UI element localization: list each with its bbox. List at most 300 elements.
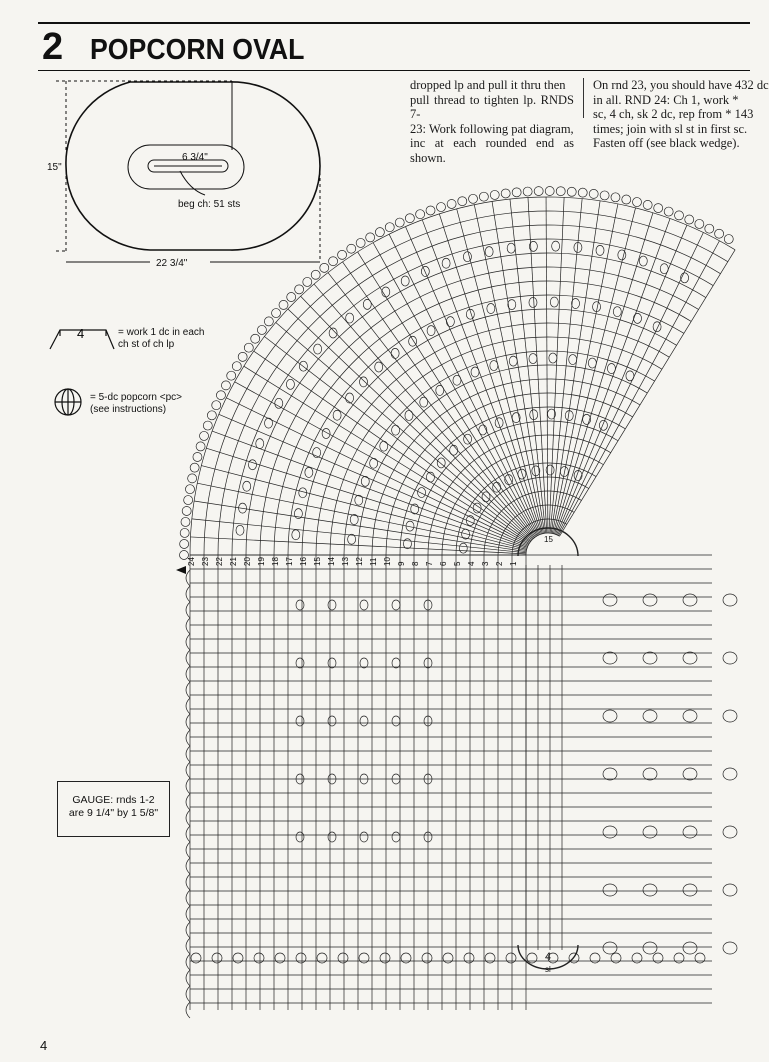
instruction-line: 23: Work following pat diagram, <box>410 121 574 136</box>
popcorn-stitch <box>634 313 642 323</box>
round-label: 17 <box>285 557 294 566</box>
radial-stitch <box>244 366 529 543</box>
edge-scallop <box>232 362 241 371</box>
popcorn-stitch <box>550 297 558 307</box>
edge-scallop <box>590 953 600 963</box>
radial-stitch <box>201 466 526 550</box>
round-label: 6 <box>439 561 448 566</box>
round-label: 19 <box>257 557 266 566</box>
edge-scallop <box>600 191 609 200</box>
popcorn-stitch <box>639 256 647 266</box>
chain-loop <box>683 942 697 954</box>
edge-scallop <box>296 953 306 963</box>
edge-scallop <box>186 666 190 682</box>
popcorn-stitch <box>296 658 304 668</box>
edge-scallop <box>238 352 247 361</box>
edge-scallop <box>380 953 390 963</box>
edge-scallop <box>212 401 221 410</box>
popcorn-stitch <box>459 543 467 553</box>
round-label: 22 <box>215 557 224 566</box>
popcorn-stitch <box>236 525 244 535</box>
edge-scallop <box>724 235 733 244</box>
popcorn-stitch <box>618 250 626 260</box>
edge-scallop <box>653 953 663 963</box>
popcorn-stitch <box>375 362 383 372</box>
round-label: 23 <box>201 557 210 566</box>
edge-scallop <box>633 198 642 207</box>
edge-scallop <box>664 207 673 216</box>
edge-scallop <box>567 187 576 196</box>
popcorn-stitch <box>509 356 517 366</box>
gauge-box <box>57 781 170 837</box>
popcorn-stitch <box>427 326 435 336</box>
popcorn-stitch <box>328 658 336 668</box>
round-arc <box>218 225 720 555</box>
edge-scallop <box>186 810 190 826</box>
popcorn-stitch <box>529 354 537 364</box>
popcorn-stitch <box>322 428 330 438</box>
popcorn-stitch <box>607 363 615 373</box>
round-label: 10 <box>383 557 392 566</box>
edge-scallop <box>185 485 194 494</box>
instruction-line: Fasten off (see black wedge). <box>593 136 740 150</box>
radial-stitch <box>194 501 526 552</box>
edge-scallop <box>257 325 266 334</box>
round-arc <box>232 239 713 555</box>
popcorn-stitch <box>296 832 304 842</box>
chain-loop <box>683 652 697 664</box>
popcorn-stitch <box>292 530 300 540</box>
edge-scallop <box>188 474 197 483</box>
radial-stitch <box>206 448 527 548</box>
chain-loop <box>603 710 617 722</box>
round-label: 13 <box>341 557 350 566</box>
legend-dc-loop-text: = work 1 dc in each ch st of ch lp <box>118 327 205 350</box>
instruction-line: inc at each rounded end as shown. <box>410 136 574 165</box>
edge-scallop <box>416 210 425 219</box>
popcorn-stitch <box>360 600 368 610</box>
edge-scallop <box>186 954 190 970</box>
popcorn-stitch <box>328 716 336 726</box>
edge-scallop <box>501 189 510 198</box>
chain-loop <box>643 826 657 838</box>
edge-scallop <box>207 411 216 420</box>
chain-loop <box>603 768 617 780</box>
edge-scallop <box>685 215 694 224</box>
instruction-line: pull thread to tighten lp. RNDS 7- <box>410 92 574 121</box>
edge-scallop <box>437 203 446 212</box>
round-label: 2 <box>495 561 504 566</box>
bottom-number: 4 <box>545 951 552 963</box>
radial-stitch <box>557 225 687 535</box>
popcorn-stitch <box>346 313 354 323</box>
popcorn-stitch <box>453 375 461 385</box>
edge-scallop <box>359 953 369 963</box>
dc-loop-number: 4 <box>77 326 85 341</box>
edge-scallop <box>186 874 190 890</box>
chain-loop <box>683 826 697 838</box>
popcorn-stitch <box>446 317 454 327</box>
popcorn-stitch <box>328 832 336 842</box>
popcorn-stitch <box>437 458 445 468</box>
popcorn-stitch <box>403 539 411 549</box>
chain-loop <box>683 884 697 896</box>
edge-scallop <box>705 224 714 233</box>
gauge-line-2: are 9 1/4" by 1 5/8" <box>68 807 159 819</box>
edge-scallop <box>422 953 432 963</box>
radial-stitch <box>457 209 543 534</box>
chain-loop <box>723 710 737 722</box>
edge-scallop <box>303 277 312 286</box>
edge-scallop <box>512 188 521 197</box>
chain-loop <box>723 594 737 606</box>
edge-scallop <box>329 257 338 266</box>
round-label: 4 <box>467 561 476 566</box>
edge-scallop <box>216 391 225 400</box>
edge-scallop <box>366 233 375 242</box>
edge-scallop <box>233 953 243 963</box>
popcorn-stitch <box>350 515 358 525</box>
edge-scallop <box>186 634 190 650</box>
popcorn-stitch <box>243 481 251 491</box>
edge-scallop <box>443 953 453 963</box>
edge-scallop <box>186 778 190 794</box>
edge-scallop <box>186 730 190 746</box>
round-label: 15 <box>313 557 322 566</box>
radial-stitch <box>492 201 545 533</box>
beg-ch-label: beg ch: 51 sts <box>178 199 241 210</box>
popcorn-stitch <box>363 299 371 309</box>
chain-loop <box>603 884 617 896</box>
popcorn-stitch <box>392 425 400 435</box>
instruction-line: in all. RND 24: Ch 1, work * <box>593 92 739 107</box>
chain-loop <box>643 942 657 954</box>
chain-loop <box>683 710 697 722</box>
popcorn-stitch <box>355 495 363 505</box>
radial-stitch <box>559 241 720 536</box>
popcorn-stitch <box>507 243 515 253</box>
radial-stitch <box>556 218 671 534</box>
center-label: 15 <box>544 535 553 544</box>
instruction-line: sc, 4 ch, sk 2 dc, rep from * 143 <box>593 107 754 121</box>
chain-loop <box>603 826 617 838</box>
popcorn-stitch <box>392 658 400 668</box>
edge-scallop <box>184 496 193 505</box>
fasten-off-wedge <box>176 566 186 574</box>
popcorn-stitch <box>599 420 607 430</box>
popcorn-stitch <box>296 600 304 610</box>
round-label: 3 <box>481 561 490 566</box>
edge-scallop <box>447 199 456 208</box>
edge-scallop <box>654 204 663 213</box>
popcorn-stitch <box>380 441 388 451</box>
round-label: 1 <box>509 561 518 566</box>
edge-scallop <box>212 953 222 963</box>
edge-scallop <box>186 682 190 698</box>
edge-scallop <box>244 343 253 352</box>
popcorn-stitch <box>495 418 503 428</box>
instruction-line: dropped lp and pull it thru then <box>410 78 566 92</box>
gauge-line-1: GAUGE: rnds 1-2 <box>72 794 155 806</box>
legend-popcorn-text: = 5-dc popcorn <pc> (see instructions) <box>90 392 183 415</box>
round-arc <box>316 323 669 555</box>
edge-scallop <box>479 192 488 201</box>
edge-scallop <box>674 953 684 963</box>
round-label: 11 <box>369 557 378 566</box>
pattern-number: 2 <box>42 26 64 68</box>
edge-scallop <box>186 794 190 810</box>
popcorn-stitch <box>487 304 495 314</box>
edge-scallop <box>405 214 414 223</box>
edge-scallop <box>186 698 190 714</box>
edge-scallop <box>295 285 304 294</box>
edge-scallop <box>611 193 620 202</box>
edge-scallop <box>190 463 199 472</box>
popcorn-stitch <box>370 458 378 468</box>
popcorn-stitch <box>588 358 596 368</box>
chain-loop <box>643 768 657 780</box>
round-label: 16 <box>299 557 308 566</box>
popcorn-stitch <box>626 371 634 381</box>
edge-scallop <box>186 938 190 954</box>
popcorn-stitch <box>572 299 580 309</box>
edge-scallop <box>311 270 320 279</box>
round-label: 18 <box>271 557 280 566</box>
edge-scallop <box>186 602 190 618</box>
height-label: 15" <box>47 162 62 173</box>
edge-scallop <box>186 586 190 602</box>
popcorn-stitch <box>305 467 313 477</box>
popcorn-stitch <box>532 466 540 476</box>
chain-loop <box>723 768 737 780</box>
popcorn-stitch <box>490 361 498 371</box>
edge-scallop <box>523 187 532 196</box>
radial-stitch <box>474 205 543 534</box>
popcorn-stitch <box>463 252 471 262</box>
edge-scallop <box>180 528 189 537</box>
radial-stitch <box>358 252 537 537</box>
popcorn-stitch <box>596 245 604 255</box>
edge-scallop <box>458 197 467 206</box>
popcorn-stitch <box>360 716 368 726</box>
edge-scallop <box>200 431 209 440</box>
edge-scallop <box>320 263 329 272</box>
edge-scallop <box>589 189 598 198</box>
popcorn-stitch <box>405 410 413 420</box>
edge-scallop <box>254 953 264 963</box>
popcorn-stitch <box>549 353 557 363</box>
round-label: 8 <box>411 561 420 566</box>
round-arc <box>246 253 706 555</box>
radial-stitch <box>551 201 600 533</box>
round-label: 9 <box>397 561 406 566</box>
edge-scallop <box>186 906 190 922</box>
width-label: 22 3/4" <box>156 258 188 269</box>
popcorn-stitch <box>418 488 426 498</box>
popcorn-stitch <box>265 418 273 428</box>
popcorn-stitch <box>256 439 264 449</box>
popcorn-stitch <box>569 355 577 365</box>
page-number: 4 <box>40 1038 48 1053</box>
edge-scallop <box>632 953 642 963</box>
edge-scallop <box>279 300 288 309</box>
edge-scallop <box>227 371 236 380</box>
chain-loop <box>603 652 617 664</box>
inner-length-label: 6 3/4" <box>182 152 208 163</box>
popcorn-stitch <box>360 832 368 842</box>
popcorn-stitch <box>485 247 493 257</box>
popcorn-stitch <box>421 266 429 276</box>
edge-scallop <box>186 570 190 586</box>
popcorn-stitch <box>442 258 450 268</box>
popcorn-stitch <box>391 348 399 358</box>
chain-loop <box>723 826 737 838</box>
popcorn-stitch <box>401 276 409 286</box>
edge-scallop <box>221 381 230 390</box>
chain-loop <box>723 884 737 896</box>
radial-stitch <box>422 220 540 535</box>
edge-scallop <box>338 250 347 259</box>
chain-loop <box>723 942 737 954</box>
edge-scallop <box>556 187 565 196</box>
popcorn-stitch <box>348 534 356 544</box>
edge-scallop <box>356 238 365 247</box>
edge-scallop <box>186 762 190 778</box>
popcorn-stitch <box>471 367 479 377</box>
edge-scallop <box>347 244 356 253</box>
popcorn-stitch <box>660 264 668 274</box>
popcorn-stitch <box>653 322 661 332</box>
edge-scallop <box>180 539 189 548</box>
radial-stitch <box>276 322 531 540</box>
popcorn-stitch <box>333 410 341 420</box>
popcorn-stitch <box>296 716 304 726</box>
sl-label: sl <box>545 965 551 974</box>
edge-scallop <box>695 953 705 963</box>
edge-scallop <box>395 218 404 227</box>
chain-loop <box>603 594 617 606</box>
edge-scallop <box>186 618 190 634</box>
edge-scallop <box>490 190 499 199</box>
edge-scallop <box>182 506 191 515</box>
instruction-line: times; join with sl st in first sc. <box>593 121 748 136</box>
edge-scallop <box>469 194 478 203</box>
popcorn-stitch <box>464 434 472 444</box>
edge-scallop <box>196 442 205 451</box>
edge-scallop <box>622 195 631 204</box>
edge-scallop <box>338 953 348 963</box>
edge-scallop <box>695 219 704 228</box>
edge-scallop <box>186 826 190 842</box>
round-arc <box>260 267 699 555</box>
popcorn-stitch <box>450 445 458 455</box>
page-title: POPCORN OVAL <box>90 34 305 66</box>
popcorn-stitch <box>613 307 621 317</box>
edge-scallop <box>193 452 202 461</box>
edge-scallop <box>527 953 537 963</box>
popcorn-stitch <box>346 393 354 403</box>
round-label: 14 <box>327 557 336 566</box>
edge-scallop <box>186 746 190 762</box>
edge-scallop <box>464 953 474 963</box>
edge-scallop <box>375 228 384 237</box>
edge-scallop <box>643 200 652 209</box>
popcorn-stitch <box>248 460 256 470</box>
radial-stitch <box>558 232 704 535</box>
edge-scallop <box>401 953 411 963</box>
popcorn-stitch <box>479 425 487 435</box>
edge-scallop <box>534 187 543 196</box>
round-label: 7 <box>425 561 434 566</box>
edge-scallop <box>181 517 190 526</box>
popcorn-stitch <box>493 482 501 492</box>
chain-loop <box>723 652 737 664</box>
popcorn-stitch <box>275 398 283 408</box>
edge-scallop <box>275 953 285 963</box>
chain-loop <box>643 710 657 722</box>
edge-scallop <box>675 211 684 220</box>
edge-scallop <box>611 953 621 963</box>
popcorn-stitch <box>409 336 417 346</box>
edge-scallop <box>506 953 516 963</box>
popcorn-stitch <box>360 658 368 668</box>
radial-stitch <box>554 213 652 534</box>
edge-scallop <box>186 970 190 986</box>
radial-stitch <box>559 250 735 536</box>
chain-loop <box>603 942 617 954</box>
edge-scallop <box>191 953 201 963</box>
popcorn-stitch <box>328 600 336 610</box>
edge-scallop <box>203 421 212 430</box>
edge-scallop <box>545 187 554 196</box>
chain-loop <box>643 884 657 896</box>
popcorn-stitch <box>360 377 368 387</box>
edge-scallop <box>317 953 327 963</box>
edge-scallop <box>426 206 435 215</box>
edge-scallop <box>578 188 587 197</box>
popcorn-stitch <box>392 600 400 610</box>
popcorn-stitch <box>508 300 516 310</box>
chain-loop <box>643 652 657 664</box>
popcorn-stitch <box>392 832 400 842</box>
edge-scallop <box>264 317 273 326</box>
round-label: 20 <box>243 557 252 566</box>
round-label: 5 <box>453 561 462 566</box>
edge-scallop <box>186 1002 190 1018</box>
edge-scallop <box>186 986 190 1002</box>
edge-scallop <box>715 229 724 238</box>
popcorn-stitch <box>361 476 369 486</box>
popcorn-stitch <box>552 241 560 251</box>
edge-scallop <box>186 858 190 874</box>
edge-scallop <box>287 293 296 302</box>
popcorn-stitch <box>420 397 428 407</box>
edge-scallop <box>186 650 190 666</box>
edge-scallop <box>186 890 190 906</box>
round-label: 24 <box>187 557 196 566</box>
popcorn-stitch <box>286 379 294 389</box>
edge-scallop <box>186 842 190 858</box>
round-label: 12 <box>355 557 364 566</box>
popcorn-stitch <box>392 716 400 726</box>
radial-stitch <box>373 243 537 536</box>
popcorn-stitch <box>436 385 444 395</box>
round-label: 21 <box>229 557 238 566</box>
edge-scallop <box>186 922 190 938</box>
popcorn-stitch <box>314 344 322 354</box>
chain-loop <box>683 768 697 780</box>
edge-scallop <box>485 953 495 963</box>
